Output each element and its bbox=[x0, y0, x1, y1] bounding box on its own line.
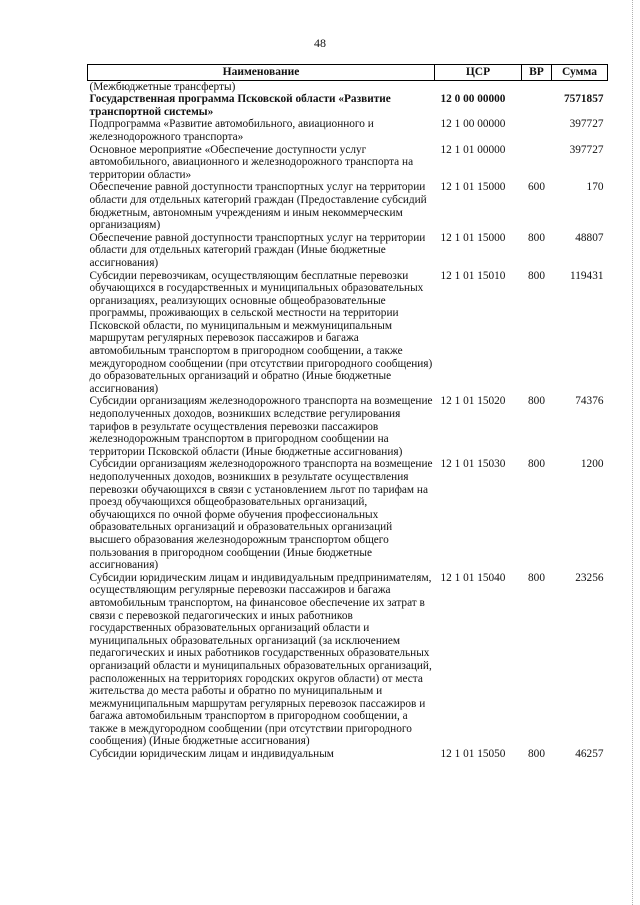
row-csr-cell: 12 1 01 15050 bbox=[440, 748, 506, 761]
row-vr-cell: 800 bbox=[528, 231, 545, 244]
row-vr-cell bbox=[522, 80, 552, 93]
row-vr-cell: 800 bbox=[528, 395, 545, 408]
table-row bbox=[88, 232, 608, 270]
row-name-cell: Обеспечение равной доступности транспортных услуг на территории области для отдельных категорий граждан (Иные бюджетные ассигнования) bbox=[89, 231, 426, 269]
table-row bbox=[88, 395, 608, 458]
row-vr-cell: 600 bbox=[528, 181, 545, 194]
header-vr: ВР bbox=[522, 65, 552, 81]
row-sum-cell: 119431 bbox=[570, 269, 604, 282]
row-csr-cell: 12 1 01 15000 bbox=[440, 231, 506, 244]
row-sum-cell: 397727 bbox=[569, 118, 604, 131]
row-csr-cell: 12 1 01 15040 bbox=[440, 571, 506, 584]
row-sum-cell: 397727 bbox=[569, 143, 604, 156]
row-vr-cell bbox=[522, 93, 552, 118]
row-vr-cell: 800 bbox=[528, 458, 545, 471]
row-name-cell: Подпрограмма «Развитие автомобильного, авиационного и железнодорожного транспорта» bbox=[89, 118, 374, 143]
table-row bbox=[88, 458, 608, 571]
row-csr-cell bbox=[435, 80, 522, 93]
row-name-cell: Субсидии перевозчикам, осуществляющим бесплатные перевозки обучающихся в государственных и муниципальных образовательных организациях, реализующих основные общеобразовательные программы, проживающих в сельской местности на территории Псковской области, по муниципальным и межмуниципальным маршрутам регулярных перевозок пассажиров и багажа автомобильным транспортом в пригородном сообщении, а также междугородном сообщении (при отсутствии пригородного сообщения) до образовательных организаций и обратно (Иные бюджетные ассигнования) bbox=[89, 269, 433, 395]
page-edge-line bbox=[632, 0, 634, 905]
row-csr-cell: 12 1 01 15000 bbox=[440, 181, 506, 194]
row-name-cell: Основное мероприятие «Обеспечение доступности услуг автомобильного, авиационного и железнодорожного транспорта на территории области» bbox=[89, 143, 414, 181]
budget-table bbox=[87, 64, 608, 761]
row-vr-cell: 800 bbox=[528, 571, 545, 584]
table-body bbox=[88, 80, 608, 761]
row-name-cell: Государственная программа Псковской области «Развитие транспортной системы» bbox=[89, 93, 391, 118]
row-vr-cell: 800 bbox=[528, 269, 545, 282]
row-sum-cell: 46257 bbox=[575, 748, 604, 761]
table-row bbox=[88, 118, 608, 143]
row-vr-cell: 800 bbox=[528, 748, 545, 761]
table-row bbox=[88, 93, 608, 118]
page-number: 48 bbox=[314, 36, 326, 50]
header-sum: Сумма bbox=[552, 65, 608, 81]
row-csr-cell: 12 1 01 00000 bbox=[440, 143, 506, 156]
row-sum-cell: 74376 bbox=[575, 395, 604, 408]
row-vr-cell bbox=[522, 118, 552, 143]
table-row bbox=[88, 181, 608, 231]
row-csr-cell: 12 0 00 00000 bbox=[440, 93, 506, 106]
row-sum-cell: 48807 bbox=[575, 231, 604, 244]
table-row bbox=[88, 144, 608, 182]
row-name-cell: Субсидии организациям железнодорожного транспорта на возмещение недополученных доходов, возникших в результате осуществления перевозки обучающихся в связи с установлением льгот по тарифам на проезд обучающихся общеобразовательных организаций, обучающихся по очной форме обучения профессиональных образовательных организаций и образовательных организаций высшего образования железнодорожным транспортом общего пользования в пригородном сообщении (Иные бюджетные ассигнования) bbox=[89, 458, 433, 572]
row-sum-cell: 170 bbox=[586, 181, 604, 194]
row-csr-cell: 12 1 01 15030 bbox=[440, 458, 506, 471]
row-name-cell: (Межбюджетные трансферты) bbox=[89, 80, 236, 93]
row-csr-cell: 12 1 00 00000 bbox=[440, 118, 506, 131]
table-row bbox=[88, 80, 608, 93]
row-csr-cell: 12 1 01 15020 bbox=[440, 395, 506, 408]
row-sum-cell: 23256 bbox=[575, 571, 604, 584]
table-row bbox=[88, 270, 608, 396]
row-sum-cell: 7571857 bbox=[563, 93, 604, 106]
row-name-cell: Субсидии юридическим лицам и индивидуальным bbox=[89, 748, 334, 761]
header-name: Наименование bbox=[88, 65, 435, 81]
header-csr: ЦСР bbox=[435, 65, 522, 81]
table-row bbox=[88, 748, 608, 761]
row-name-cell: Субсидии юридическим лицам и индивидуальным предпринимателям, осуществляющим регулярные перевозки пассажиров и багажа автомобильным транспортом, на финансовое обеспечение их затрат в связи с перевозкой педагогических и иных работников государственных образовательных организаций области и муниципальных образовательных организаций (за исключением педагогических и иных работников государственных образовательных организаций области и муниципальных образовательных организаций, расположенных на территориях городских округов области) от места жительства до места работы и обратно по муниципальным и межмуниципальным маршрутам регулярных перевозок пассажиров и багажа автомобильным транспортом в пригородном сообщении, а также в междугородном сообщении (при отсутствии пригородного сообщения) (Иные бюджетные ассигнования) bbox=[89, 571, 432, 748]
row-name-cell: Обеспечение равной доступности транспортных услуг на территории области для отдельных категорий граждан (Предоставление субсидий бюджетным, автономным учреждениям и иным некоммерческим организациям) bbox=[89, 181, 427, 232]
table-header-row bbox=[88, 65, 608, 81]
row-sum-cell bbox=[552, 80, 608, 93]
row-sum-cell: 1200 bbox=[580, 458, 604, 471]
row-vr-cell bbox=[522, 144, 552, 182]
row-csr-cell: 12 1 01 15010 bbox=[440, 269, 506, 282]
table-row bbox=[88, 572, 608, 748]
row-name-cell: Субсидии организациям железнодорожного транспорта на возмещение недополученных доходов, возникших вследствие регулирования тарифов в результате осуществления перевозки пассажиров железнодорожным транспортом в пригородном сообщении на территории Псковской области (Иные бюджетные ассигнования) bbox=[89, 395, 433, 458]
